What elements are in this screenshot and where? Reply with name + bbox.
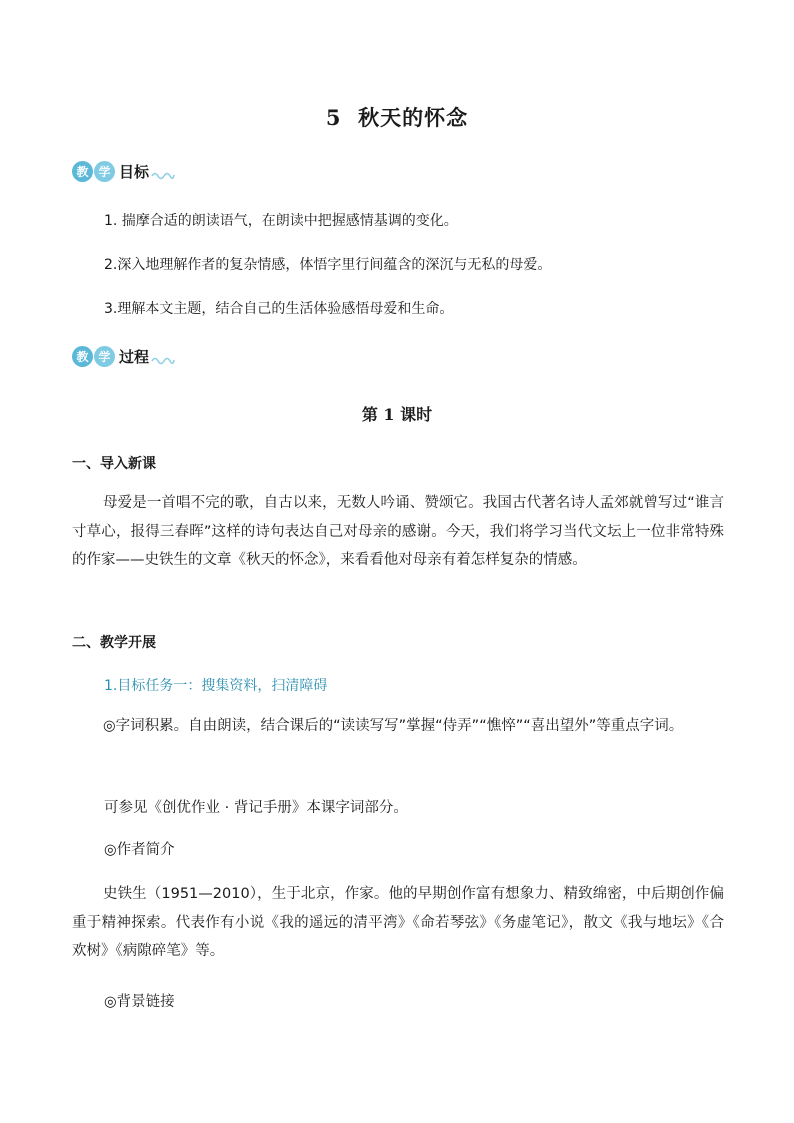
badge-char-1: 教 <box>72 161 93 182</box>
badge-char-2: 学 <box>94 161 115 182</box>
author-heading: ◎作者简介 <box>104 842 175 858</box>
section-badge-process <box>72 343 175 369</box>
intro-paragraph: 母爱是一首唱不完的歌，自古以来，无数人吟诵、赞颂它。我国古代著名诗人孟郊就曾写过“谁言寸草心，报得三春晖”这样的诗句表达自己对母亲的感谢。今天，我们将学习当代文坛上一位非常特殊的作家——史铁生的文章《秋天的怀念》，来看看他对母亲有着怎样复杂的情感。 <box>72 495 724 568</box>
objective-1: 1. 揣摩合适的朗读语气，在朗读中把握感情基调的变化。 <box>104 213 458 229</box>
reference-line: 可参见《创优作业 · 背记手册》本课字词部分。 <box>104 800 408 816</box>
objective-3: 3.理解本文主题，结合自己的生活体验感悟母爱和生命。 <box>104 301 454 317</box>
badge-char-2: 学 <box>94 346 115 367</box>
section-label-goals: 目标 <box>119 162 150 181</box>
background-heading: ◎背景链接 <box>104 994 175 1010</box>
lesson-title: 第 1 课时 <box>361 405 433 424</box>
task-1-heading: 1.目标任务一：搜集资料，扫清障碍 <box>104 678 328 694</box>
page-title: 5 秋天的怀念 <box>325 105 469 130</box>
section-label-process: 过程 <box>119 347 150 366</box>
heading-part1: 一、导入新课 <box>72 456 156 472</box>
wave-decoration-icon <box>151 355 175 365</box>
wave-decoration-icon <box>151 170 175 180</box>
badge-char-1: 教 <box>72 346 93 367</box>
vocab-paragraph: ◎字词积累。自由朗读，结合课后的“读读写写”掌握“侍弄”“憔悴”“喜出望外”等重点字词。 <box>103 718 684 734</box>
section-badge-goals <box>72 158 175 184</box>
objective-2: 2.深入地理解作者的复杂情感，体悟字里行间蕴含的深沉与无私的母爱。 <box>104 257 552 273</box>
author-paragraph: 史铁生（1951—2010），生于北京，作家。他的早期创作富有想象力、精致绵密，中后期创作偏重于精神探索。代表作有小说《我的遥远的清平湾》《命若琴弦》《务虚笔记》，散文《我与地坛》《合欢树》《病隙碎笔》等。 <box>72 886 724 959</box>
heading-part2: 二、教学开展 <box>72 635 156 651</box>
